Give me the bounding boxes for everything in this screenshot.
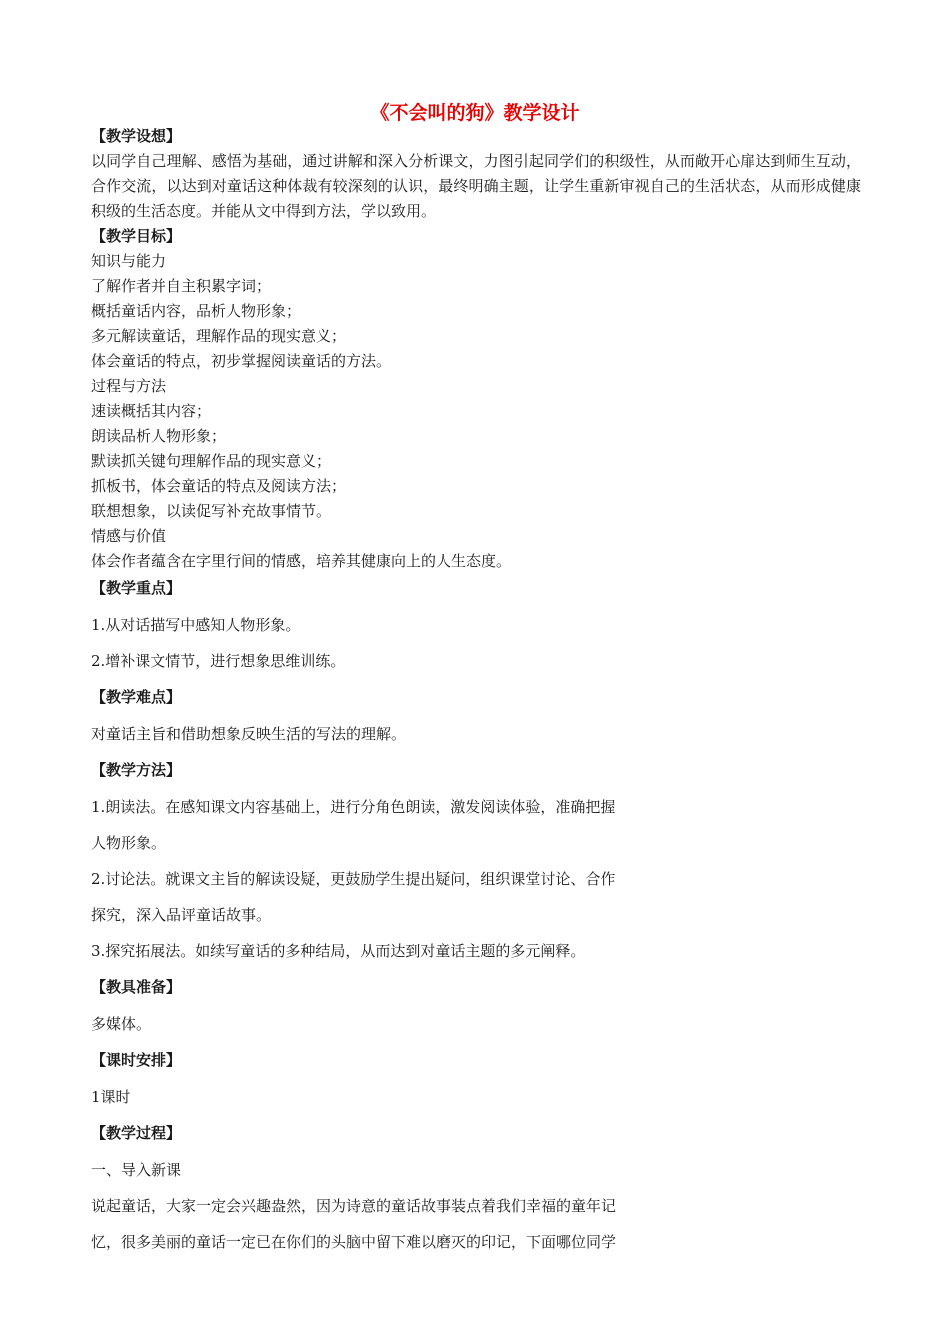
section-heading-process: 【教学过程】 [91,1124,182,1142]
method-line: 探究，深入品评童话故事。 [91,906,272,924]
goals-line: 体会作者蕴含在字里行间的情感，培养其健康向上的人生态度。 [91,552,512,570]
goals-line: 默读抓关键句理解作品的现实意义； [91,452,332,470]
method-line: 1.朗读法。在感知课文内容基础上，进行分角色朗读，激发阅读体验，准确把握 [91,798,616,816]
method-line: 人物形象。 [91,834,167,852]
tools-line: 多媒体。 [91,1015,152,1033]
method-line: 3.探究拓展法。如续写童话的多种结局，从而达到对童话主题的多元阐释。 [91,942,586,960]
goals-line: 抓板书，体会童话的特点及阅读方法； [91,477,347,495]
section-heading-idea: 【教学设想】 [91,127,182,145]
top-section [91,124,861,574]
goals-line: 朗读品析人物形象； [91,427,227,445]
goals-line: 联想想象，以读促写补充故事情节。 [91,502,332,520]
process-line: 说起童话，大家一定会兴趣盎然，因为诗意的童话故事装点着我们幸福的童年记 [91,1197,617,1215]
difficulty-line: 对童话主旨和借助想象反映生活的写法的理解。 [91,725,407,743]
section-heading-difficulty: 【教学难点】 [91,688,182,706]
goals-line: 多元解读童话，理解作品的现实意义； [91,327,347,345]
document-title: 《不会叫的狗》教学设计 [370,102,580,124]
goals-line: 了解作者并自主积累字词； [91,277,272,295]
section-heading-key: 【教学重点】 [91,579,182,597]
section-heading-goals: 【教学目标】 [91,227,182,245]
idea-paragraph: 以同学自己理解、感悟为基础，通过讲解和深入分析课文，力图引起同学们的积级性，从而敞开心扉达到师生互动，合作交流，以达到对童话这种体裁有较深刻的认识，最终明确主题，让学生重新审视自己的生活状态，从而形成健康积级的生活态度。并能从文中得到方法，学以致用。 [91,152,861,220]
bottom-section [91,570,691,1260]
process-line: 一、导入新课 [91,1161,182,1179]
key-line: 2.增补课文情节，进行想象思维训练。 [91,652,346,670]
goals-line: 情感与价值 [91,527,167,545]
goals-line: 知识与能力 [91,252,167,270]
process-line: 忆，很多美丽的童话一定已在你们的头脑中留下难以磨灭的印记，下面哪位同学 [91,1233,617,1251]
method-line: 2.讨论法。就课文主旨的解读设疑，更鼓励学生提出疑问，组织课堂讨论、合作 [91,870,616,888]
goals-line: 过程与方法 [91,377,167,395]
key-line: 1.从对话描写中感知人物形象。 [91,616,301,634]
schedule-line: 1课时 [91,1088,131,1106]
goals-line: 概括童话内容，品析人物形象； [91,302,302,320]
goals-line: 速读概括其内容； [91,402,212,420]
section-heading-method: 【教学方法】 [91,761,182,779]
section-heading-schedule: 【课时安排】 [91,1051,182,1069]
section-heading-tools: 【教具准备】 [91,978,182,996]
goals-line: 体会童话的特点，初步掌握阅读童话的方法。 [91,352,392,370]
